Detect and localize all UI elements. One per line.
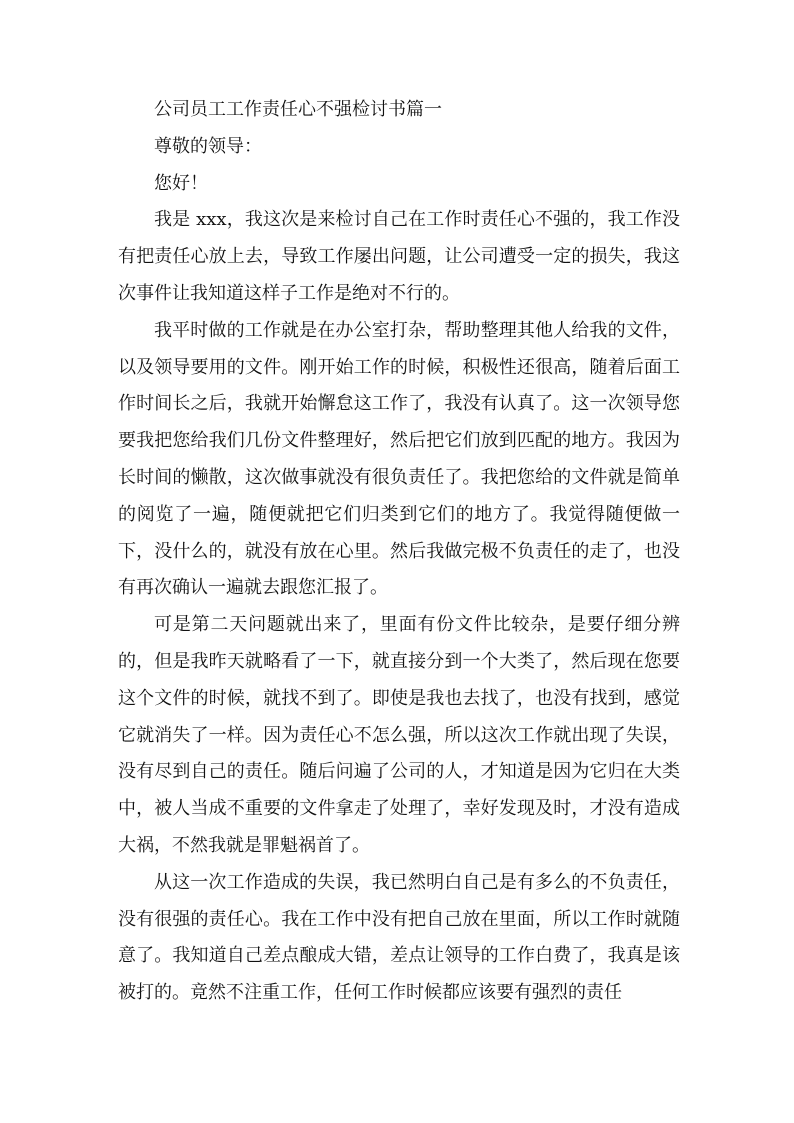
paragraph-2: 我平时做的工作就是在办公室打杂，帮助整理其他人给我的文件，以及领导要用的文件。刚开始工作的时候，积极性还很高，随着后面工作时间长之后，我就开始懈怠这工作了，我没有认真了。这一次领导您要我把您给我们几份文件整理好，然后把它们放到匹配的地方。我因为长时间的懒散，这次做事就没有很负责任了。我把您给的文件就是简单的阅览了一遍，随便就把它们归类到它们的地方了。我觉得随便做一下，没什么的，就没有放在心里。然后我做完极不负责任的走了，也没有再次确认一遍就去跟您汇报了。 xyxy=(118,319,680,599)
salutation: 尊敬的领导： xyxy=(154,135,262,157)
document-title: 公司员工工作责任心不强检讨书篇一 xyxy=(154,99,442,120)
paragraph-4: 从这一次工作造成的失误，我已然明白自己是有多么的不负责任，没有很强的责任心。我在工作中没有把自己放在里面，所以工作时就随意了。我知道自己差点酿成大错，差点让领导的工作白费了，我真是该被打的。竟然不注重工作，任何工作时候都应该要有强烈的责任 xyxy=(118,871,680,1004)
document-body xyxy=(118,92,680,1012)
paragraph-1: 我是 xxx，我这次是来检讨自己在工作时责任心不强的，我工作没有把责任心放上去，导致工作屡出问题，让公司遭受一定的损失，我这次事件让我知道这样子工作是绝对不行的。 xyxy=(118,209,680,304)
greeting: 您好！ xyxy=(154,172,208,194)
paragraph-3: 可是第二天问题就出来了，里面有份文件比较杂，是要仔细分辨的，但是我昨天就略看了一下，就直接分到一个大类了，然后现在您要这个文件的时候，就找不到了。即使是我也去找了，也没有找到，感觉它就消失了一样。因为责任心不怎么强，所以这次工作就出现了失误，没有尽到自己的责任。随后问遍了公司的人，才知道是因为它归在大类中，被人当成不重要的文件拿走了处理了，幸好发现及时，才没有造成大祸，不然我就是罪魁祸首了。 xyxy=(118,614,680,856)
